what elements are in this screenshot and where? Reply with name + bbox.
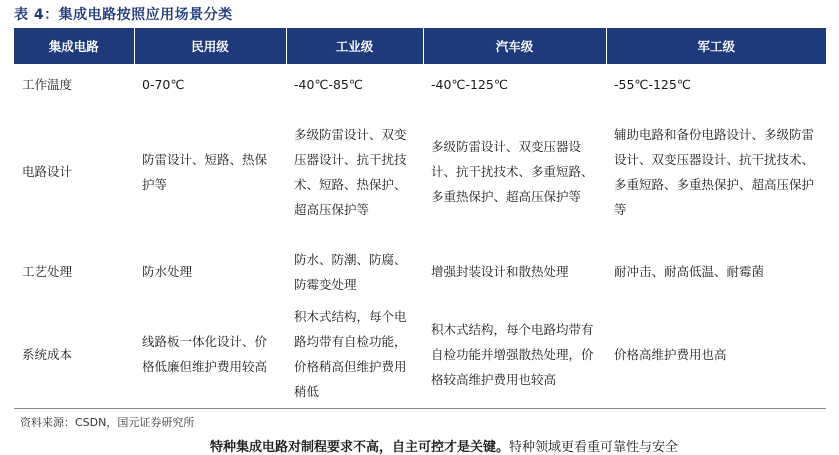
classification-table — [14, 28, 826, 404]
body-bold-text: 特种集成电路对制程要求不高，自主可控才是关键。 — [210, 440, 510, 455]
table-cell: 线路板一体化设计、价格低廉但维护费用较高 — [142, 334, 268, 374]
body-regular-text: 特种领域更看重可靠性与安全 — [509, 440, 679, 455]
table-cell: 价格高维护费用也高 — [614, 346, 727, 362]
table-cell: 防水处理 — [142, 264, 193, 279]
row-label: 电路设计 — [22, 164, 73, 179]
table-cell: 防雷设计、短路、热保护等 — [142, 151, 268, 192]
table-cell: 增强封装设计和散热处理 — [431, 264, 569, 279]
table-cell: 耐冲击、耐高低温、耐霉菌 — [614, 264, 765, 279]
table-caption: 表 4：集成电路按照应用场景分类 — [14, 7, 233, 23]
header-civil: 民用级 — [134, 28, 286, 64]
header-ic: 集成电路 — [14, 28, 134, 64]
table-cell: 0-70℃ — [142, 76, 185, 92]
table-row — [14, 239, 826, 304]
table-row — [14, 304, 826, 404]
table-cell: -40℃-85℃ — [294, 76, 363, 92]
body-paragraph — [210, 436, 678, 455]
table-cell: 辅助电路和备份电路设计、多级防雷设计、双变压器设计、抗干扰技术、多重短路、多重热保护、超高压保护等 — [614, 126, 815, 217]
row-label: 工作温度 — [22, 76, 73, 92]
table-cell: -55℃-125℃ — [614, 76, 691, 92]
table-cell: 积木式结构，每个电路均带有自检功能，价格稍高但维护费用稍低 — [294, 309, 407, 399]
header-automotive: 汽车级 — [423, 28, 606, 64]
table-cell: 防水、防潮、防腐、防霉变处理 — [294, 251, 407, 292]
source-note: 资料来源：CSDN，国元证券研究所 — [20, 416, 195, 429]
table-cell: 多级防雷设计、双变压器设计、抗干扰技术、多重短路、多重热保护、超高压保护等 — [431, 139, 594, 204]
table-bottom-rule — [14, 408, 826, 409]
table-row — [14, 64, 826, 104]
table-cell: 多级防雷设计、双变压器设计、抗干扰技术、短路、热保护、超高压保护等 — [294, 126, 407, 217]
row-label: 工艺处理 — [22, 264, 73, 279]
header-military: 军工级 — [606, 28, 826, 64]
table-cell: -40℃-125℃ — [431, 76, 508, 92]
row-label: 系统成本 — [22, 346, 73, 362]
header-industrial: 工业级 — [286, 28, 423, 64]
table-cell: 积木式结构，每个电路均带有自检功能并增强散热处理，价格较高维护费用也较高 — [431, 321, 594, 387]
table-row — [14, 104, 826, 239]
table-header-row — [14, 28, 826, 64]
